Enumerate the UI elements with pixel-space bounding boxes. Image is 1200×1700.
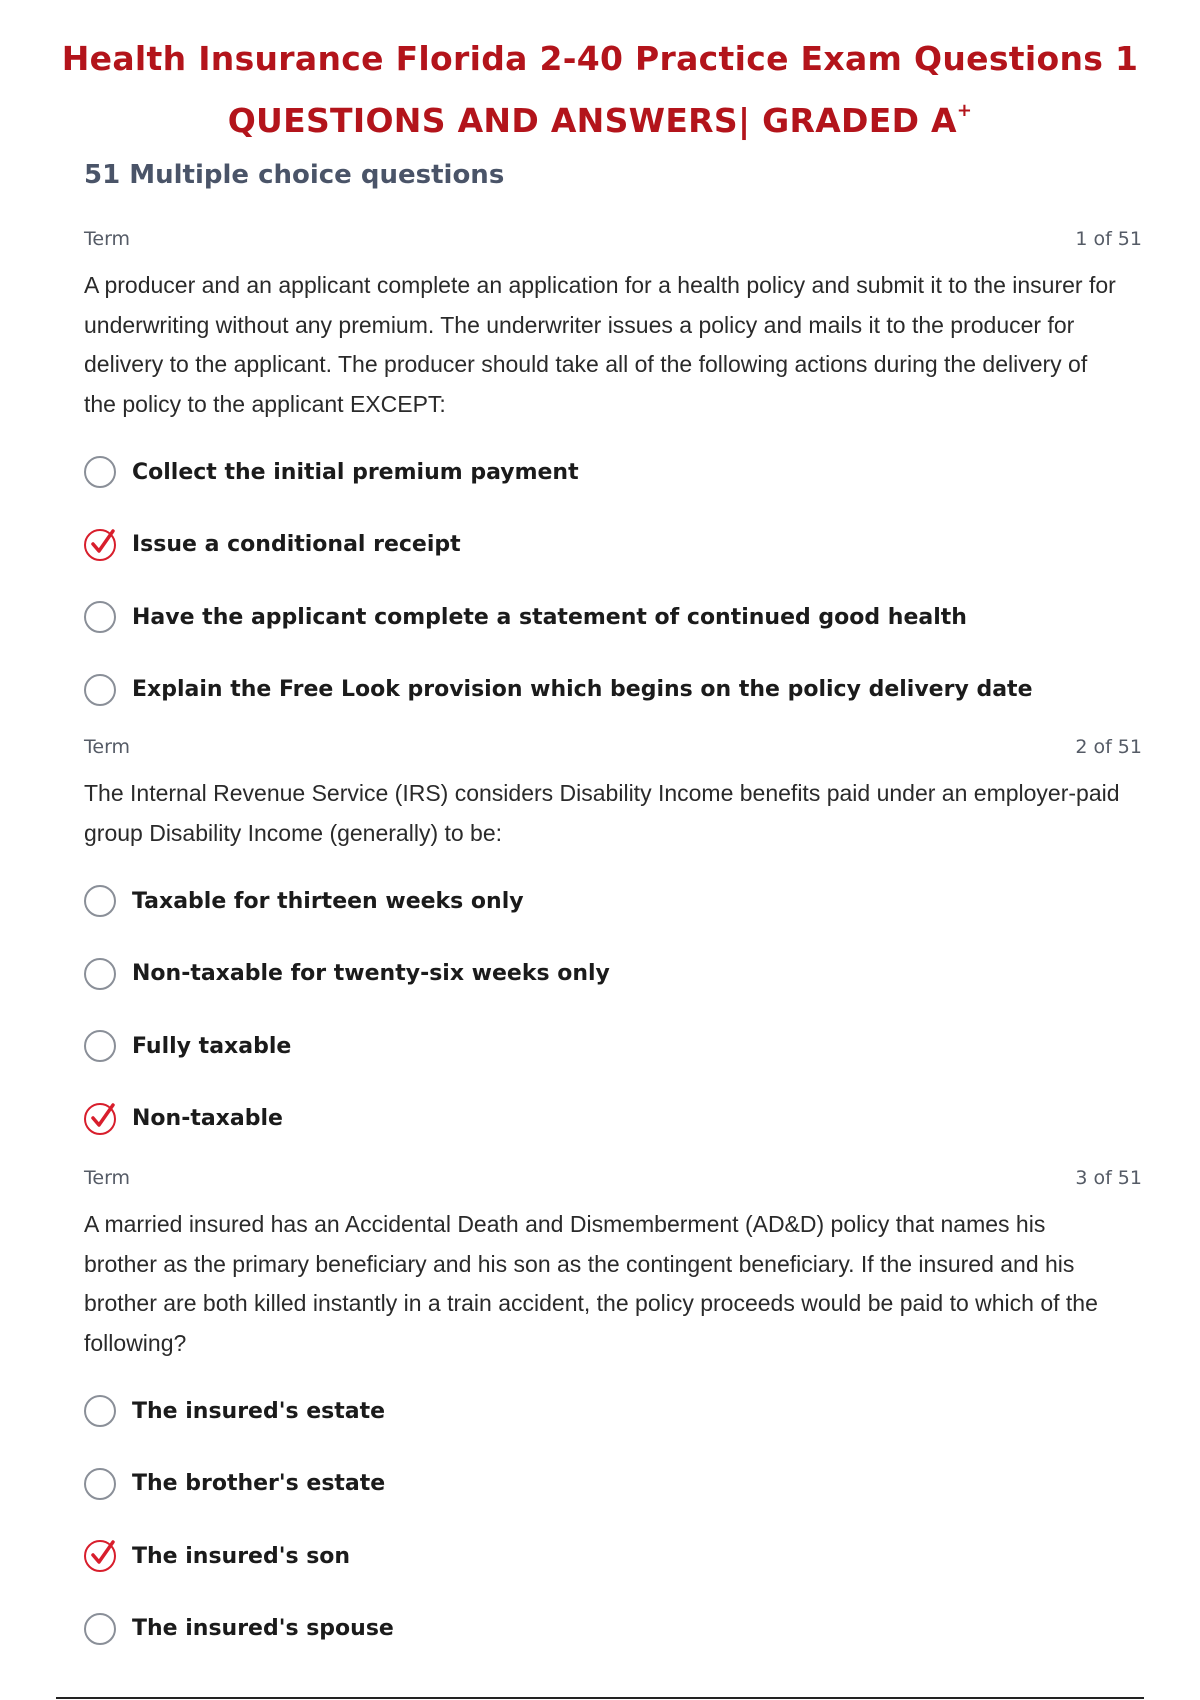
question-card-2 (84, 736, 1142, 1155)
answer-option-label: Explain the Free Look provision which begins on the policy delivery date (132, 677, 1033, 703)
question-header (84, 1167, 1142, 1193)
question-card-3 (84, 1167, 1142, 1665)
checkmark-icon[interactable] (84, 1540, 116, 1572)
answer-option-label: Collect the initial premium payment (132, 459, 579, 485)
answer-option[interactable] (84, 1448, 1142, 1521)
question-counter: 3 of 51 (1075, 1167, 1142, 1189)
answer-option-label: Have the applicant complete a statement of continued good health (132, 604, 967, 630)
checkmark-icon[interactable] (84, 1103, 116, 1135)
answer-options (84, 865, 1142, 1155)
question-card-1 (84, 228, 1142, 726)
answer-option-label: Non-taxable (132, 1106, 283, 1132)
radio-icon[interactable] (84, 1613, 116, 1645)
question-text: A married insured has an Accidental Death and Dismemberment (AD&D) policy that names his brother as the primary beneficiary and his son as the contingent beneficiary. If the insured and his brother are both killed instantly in a train accident, the policy proceeds would be paid to which of the following? (84, 1211, 1098, 1356)
answer-option[interactable] (84, 509, 1142, 582)
title-grade-sup: + (956, 100, 973, 121)
answer-option[interactable] (84, 1593, 1142, 1666)
answer-option[interactable] (84, 1083, 1142, 1156)
radio-icon[interactable] (84, 1468, 116, 1500)
checkmark-icon[interactable] (84, 529, 116, 561)
answer-option[interactable] (84, 938, 1142, 1011)
radio-icon[interactable] (84, 1030, 116, 1062)
radio-icon[interactable] (84, 456, 116, 488)
document-title (0, 0, 1200, 147)
question-header (84, 736, 1142, 762)
question-text: The Internal Revenue Service (IRS) considers Disability Income benefits paid under an employer-paid group Disability Income (generally) to be: (84, 780, 1120, 846)
question-counter: 2 of 51 (1075, 736, 1142, 758)
answer-option[interactable] (84, 581, 1142, 654)
question-count-subtitle: 51 Multiple choice questions (84, 160, 505, 190)
answer-options (84, 1375, 1142, 1665)
radio-icon[interactable] (84, 601, 116, 633)
answer-option[interactable] (84, 436, 1142, 509)
page-bottom-divider (56, 1697, 1144, 1699)
title-line-2: QUESTIONS AND ANSWERS| GRADED A (227, 101, 957, 140)
title-line-1: Health Insurance Florida 2-40 Practice Exam Questions 1 (61, 39, 1139, 78)
term-label: Term (84, 228, 131, 250)
radio-icon[interactable] (84, 958, 116, 990)
question-text: A producer and an applicant complete an application for a health policy and submit it to the insurer for underwriting without any premium. The underwriter issues a policy and mails it to the producer for delivery to the applicant. The producer should take all of the following actions during the delivery of the policy to the applicant EXCEPT: (84, 272, 1116, 417)
answer-option-label: The insured's spouse (132, 1616, 394, 1642)
answer-option[interactable] (84, 1520, 1142, 1593)
radio-icon[interactable] (84, 885, 116, 917)
answer-option-label: Fully taxable (132, 1033, 292, 1059)
radio-icon[interactable] (84, 674, 116, 706)
question-header (84, 228, 1142, 254)
answer-option-label: Issue a conditional receipt (132, 532, 461, 558)
answer-option[interactable] (84, 1375, 1142, 1448)
answer-options (84, 436, 1142, 726)
term-label: Term (84, 736, 131, 758)
question-counter: 1 of 51 (1075, 228, 1142, 250)
answer-option-label: The insured's estate (132, 1398, 386, 1424)
answer-option-label: Taxable for thirteen weeks only (132, 888, 524, 914)
answer-option-label: The brother's estate (132, 1471, 386, 1497)
answer-option[interactable] (84, 865, 1142, 938)
answer-option-label: The insured's son (132, 1543, 351, 1569)
answer-option-label: Non-taxable for twenty-six weeks only (132, 961, 610, 987)
answer-option[interactable] (84, 654, 1142, 727)
term-label: Term (84, 1167, 131, 1189)
answer-option[interactable] (84, 1010, 1142, 1083)
radio-icon[interactable] (84, 1395, 116, 1427)
